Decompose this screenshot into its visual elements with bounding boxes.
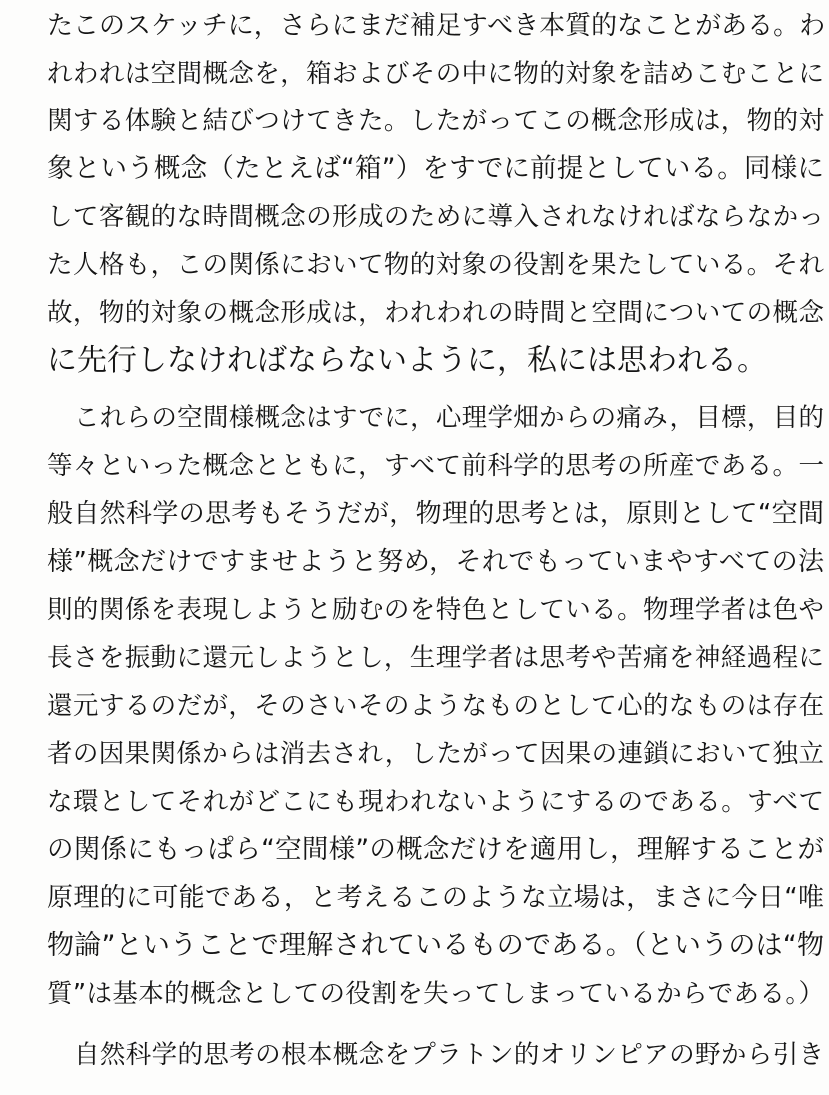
paragraph-end-line: に先行しなければならないように，私には思われる。	[47, 343, 767, 378]
text-line: 象という概念（たとえば“箱”）をすでに前提としている。同様に	[47, 153, 824, 184]
text-line: 等々といった概念とともに，すべて前科学的思考の所産である。一	[47, 451, 824, 481]
text-line: た人格も，この関係において物的対象の役割を果たしている。それ	[47, 250, 824, 280]
text-line: な環としてそれがどこにも現われないようにするのである。すべて	[47, 787, 824, 817]
text-line: 者の因果関係からは消去され，したがって因果の連鎖において独立	[47, 739, 824, 769]
text-line: 様”概念だけですませようと努め，それでもっていまやすべての法	[47, 547, 824, 577]
text-line: 関する体験と結びつけてきた。したがってこの概念形成は，物的対	[47, 106, 824, 136]
text-line: 長さを振動に還元しようとし，生理学者は思考や苦痛を神経過程に	[47, 643, 824, 673]
text-line: 物論”ということで理解されているものである。（というのは“物	[47, 930, 824, 961]
text-line: 原理的に可能である，と考えるこのような立場は，まさに今日“唯	[47, 883, 824, 913]
text-line: 還元するのだが，そのさいそのようなものとして心的なものは存在	[47, 691, 824, 721]
paragraph-start-line: 自然科学的思考の根本概念をプラトン的オリンピアの野から引き	[74, 1040, 824, 1070]
text-line: 故，物的対象の概念形成は，われわれの時間と空間についての概念	[47, 298, 824, 328]
text-line: 般自然科学の思考もそうだが，物理的思考とは，原則として“空間	[47, 499, 824, 529]
text-line: 則的関係を表現しようと励むのを特色としている。物理学者は色や	[47, 595, 824, 625]
text-line: して客観的な時間概念の形成のために導入されなければならなかっ	[47, 202, 824, 232]
text-line: れわれは空間概念を，箱およびその中に物的対象を詰めこむことに	[47, 59, 824, 89]
paragraph-start-line: これらの空間様概念はすでに，心理学畑からの痛み，目標，目的	[74, 403, 824, 433]
text-line: たこのスケッチに，さらにまだ補足すべき本質的なことがある。わ	[47, 11, 826, 41]
text-line: の関係にもっぱら“空間様”の概念だけを適用し，理解することが	[47, 834, 824, 865]
text-line: 質”は基本的概念としての役割を失ってしまっているからである。）	[47, 979, 824, 1009]
